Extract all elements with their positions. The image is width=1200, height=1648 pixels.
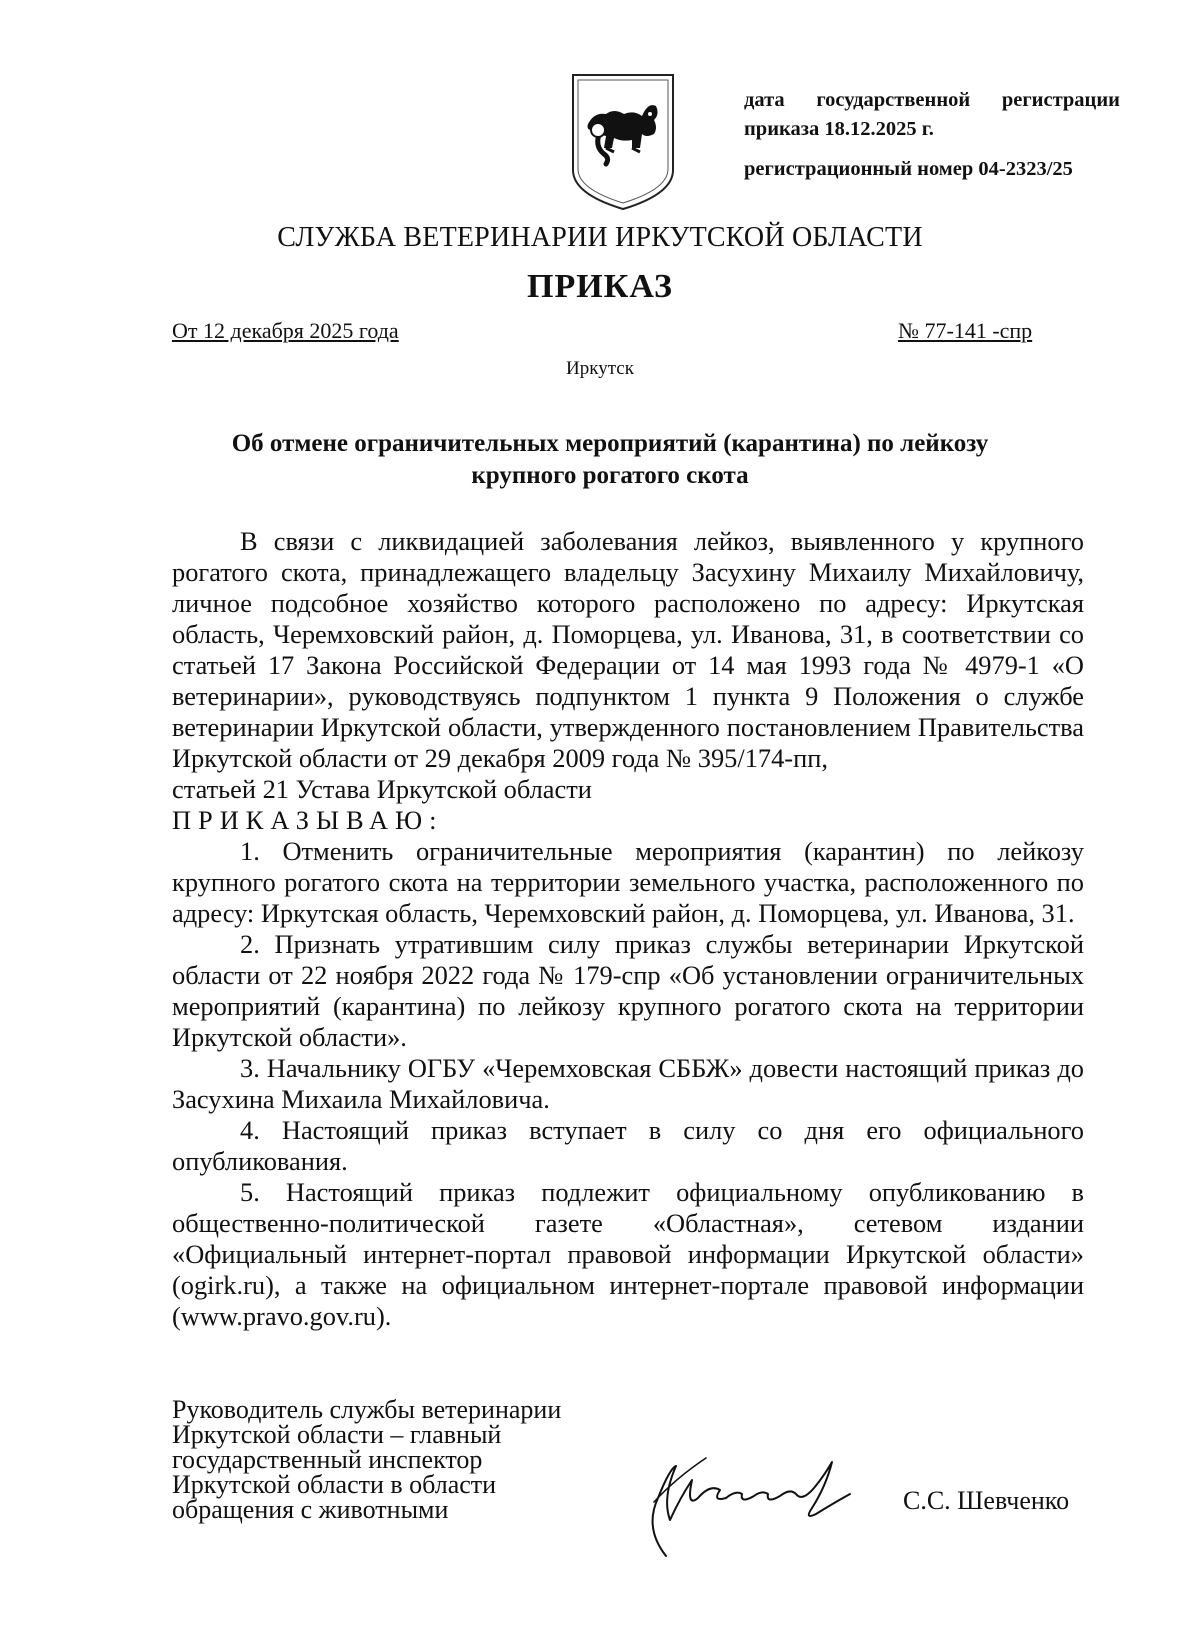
title-line: Об отмене ограничительных мероприятий (карантина) по лейкозу bbox=[231, 430, 989, 457]
registration-number: регистрационный номер 04-2323/25 bbox=[744, 158, 1073, 180]
registration-date: приказа 18.12.2025 г. bbox=[744, 118, 934, 140]
position-line: обращения с животными bbox=[172, 1495, 449, 1524]
handwritten-signature bbox=[636, 1438, 866, 1563]
document-title bbox=[180, 428, 1040, 492]
registration-block bbox=[744, 86, 1120, 184]
registration-line: дата государственной регистрации bbox=[744, 89, 1120, 111]
position-line: государственный инспектор bbox=[172, 1445, 483, 1474]
agency-name: СЛУЖБА ВЕТЕРИНАРИИ ИРКУТСКОЙ ОБЛАСТИ bbox=[277, 222, 923, 253]
signer-position bbox=[172, 1397, 561, 1522]
order-item: 2. Признать утратившим силу приказ службы ветеринарии Иркутской области от 22 ноября 2022 года № 179-спр «Об установлении ограничительных мероприятий (карантина) по лейкозу крупного рогатого скота на территории Иркутской области». bbox=[172, 929, 1084, 1052]
document-body bbox=[172, 526, 1084, 1332]
order-number: № 77-141 -спр bbox=[898, 318, 1033, 343]
preamble-paragraph: В связи с ликвидацией заболевания лейкоз, выявленного у крупного рогатого скота, принадлежащего владельцу Засухину Михаилу Михайловичу, личное подсобное хозяйство которого расположено по адресу: Иркутская область, Черемховский район, д. Поморцева, ул. Иванова, 31, в соответствии со статьей 17 Закона Российской Федерации от 14 мая 1993 года № 4979-1 «О ветеринарии», руководствуясь подпунктом 1 пункта 9 Положения о службе ветеринарии Иркутской области, утвержденного постановлением Правительства Иркутской области от 29 декабря 2009 года № 395/174-пп, bbox=[172, 526, 1084, 773]
position-line: Иркутской области в области bbox=[172, 1470, 497, 1499]
document-type: ПРИКАЗ bbox=[527, 268, 673, 305]
position-line: Руководитель службы ветеринарии bbox=[172, 1395, 562, 1424]
position-line: Иркутской области – главный bbox=[172, 1420, 502, 1449]
city-name: Иркутск bbox=[566, 358, 634, 379]
order-item: 1. Отменить ограничительные мероприятия (карантин) по лейкозу крупного рогатого скота на территории земельного участка, расположенного по адресу: Иркутская область, Черемховский район, д. Поморцева, ул. Иванова, 31. bbox=[172, 836, 1084, 928]
signer-name: С.С. Шевченко bbox=[903, 1486, 1070, 1515]
preamble-last-line: статьей 21 Устава Иркутской области bbox=[172, 774, 592, 804]
order-item: 4. Настоящий приказ вступает в силу со дня его официального опубликования. bbox=[172, 1115, 1084, 1176]
order-word: ПРИКАЗЫВАЮ: bbox=[172, 805, 444, 835]
order-item: 3. Начальнику ОГБУ «Черемховская СББЖ» довести настоящий приказ до Засухина Михаила Михайловича. bbox=[172, 1053, 1084, 1114]
coat-of-arms-emblem bbox=[570, 72, 676, 212]
title-line: крупного рогатого скота bbox=[471, 462, 749, 489]
order-item: 5. Настоящий приказ подлежит официальному опубликованию в общественно-политической газете «Областная», сетевом издании «Официальный интернет-портал правовой информации Иркутской области» (ogirk.ru), а также на официальном интернет-портале правовой информации (www.pravo.gov.ru). bbox=[172, 1177, 1084, 1331]
order-date: От 12 декабря 2025 года bbox=[172, 318, 399, 343]
